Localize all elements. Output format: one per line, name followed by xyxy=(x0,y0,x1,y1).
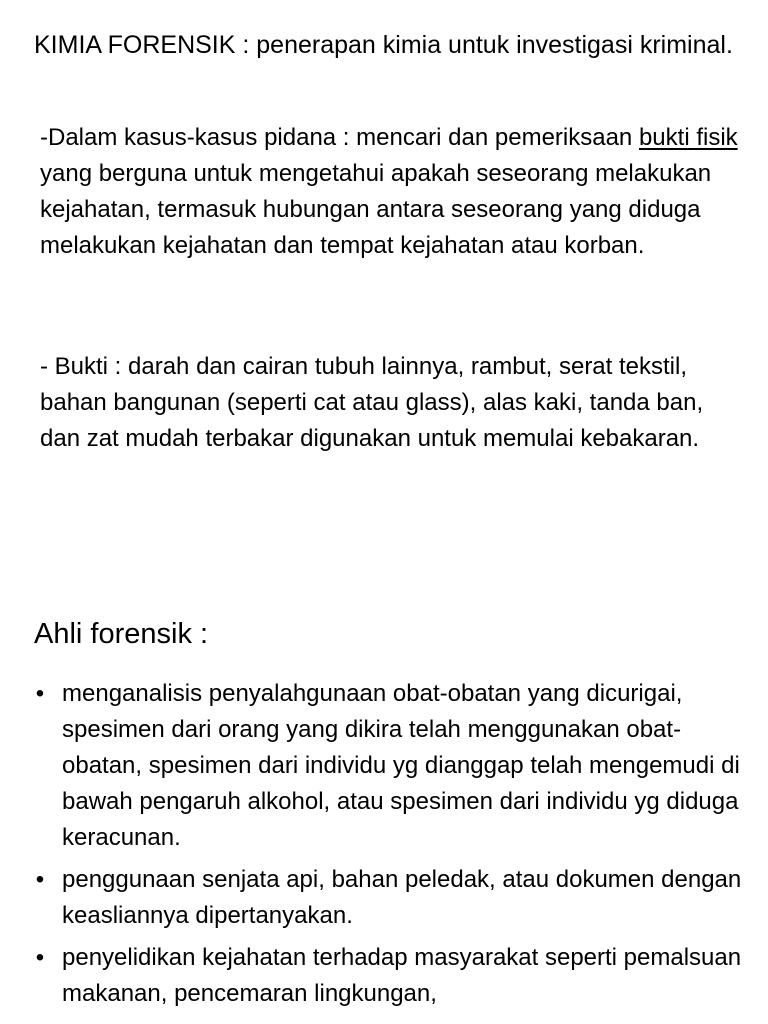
bullet-icon: • xyxy=(35,680,45,707)
paragraph-evidence: - Bukti : darah dan cairan tubuh lainnya, rambut, serat tekstil, bahan bangunan (seperti cat atau glass), alas kaki, tanda ban, dan zat mudah terbakar digunakan untuk memulai kebakaran. xyxy=(40,353,704,452)
list-item xyxy=(30,940,750,1012)
list-item-text: menganalisis penyalahgunaan obat-obatan yang dicurigai, spesimen dari orang yang dikira telah menggunakan obat-obatan, spesimen dari individu yg dianggap telah mengemudi di bawah pengaruh alkohol, atau spesimen dari individu yg diduga keracunan. xyxy=(62,680,740,851)
list-item xyxy=(30,676,750,856)
paragraph-1-prefix: -Dalam kasus-kasus pidana : mencari dan pemeriksaan xyxy=(40,124,639,151)
paragraph-1-suffix: yang berguna untuk mengetahui apakah seseorang melakukan kejahatan, termasuk hubungan antara seseorang yang diduga melakukan kejahatan dan tempat kejahatan atau korban. xyxy=(40,160,712,259)
list-item-text: penggunaan senjata api, bahan peledak, atau dokumen dengan keasliannya dipertanyakan. xyxy=(62,866,742,929)
section-heading-forensic-experts: Ahli forensik : xyxy=(34,618,209,650)
physical-evidence-term: bukti fisik xyxy=(638,124,738,151)
paragraph-criminal-cases xyxy=(40,120,740,264)
bullet-icon: • xyxy=(35,944,45,971)
forensic-expert-list xyxy=(30,676,750,1018)
list-item-text: penyelidikan kejahatan terhadap masyarakat seperti pemalsuan makanan, pencemaran lingkungan, xyxy=(62,944,742,1007)
bullet-icon: • xyxy=(35,866,45,893)
document-title: KIMIA FORENSIK : penerapan kimia untuk investigasi kriminal. xyxy=(34,31,733,59)
list-item xyxy=(30,862,750,934)
